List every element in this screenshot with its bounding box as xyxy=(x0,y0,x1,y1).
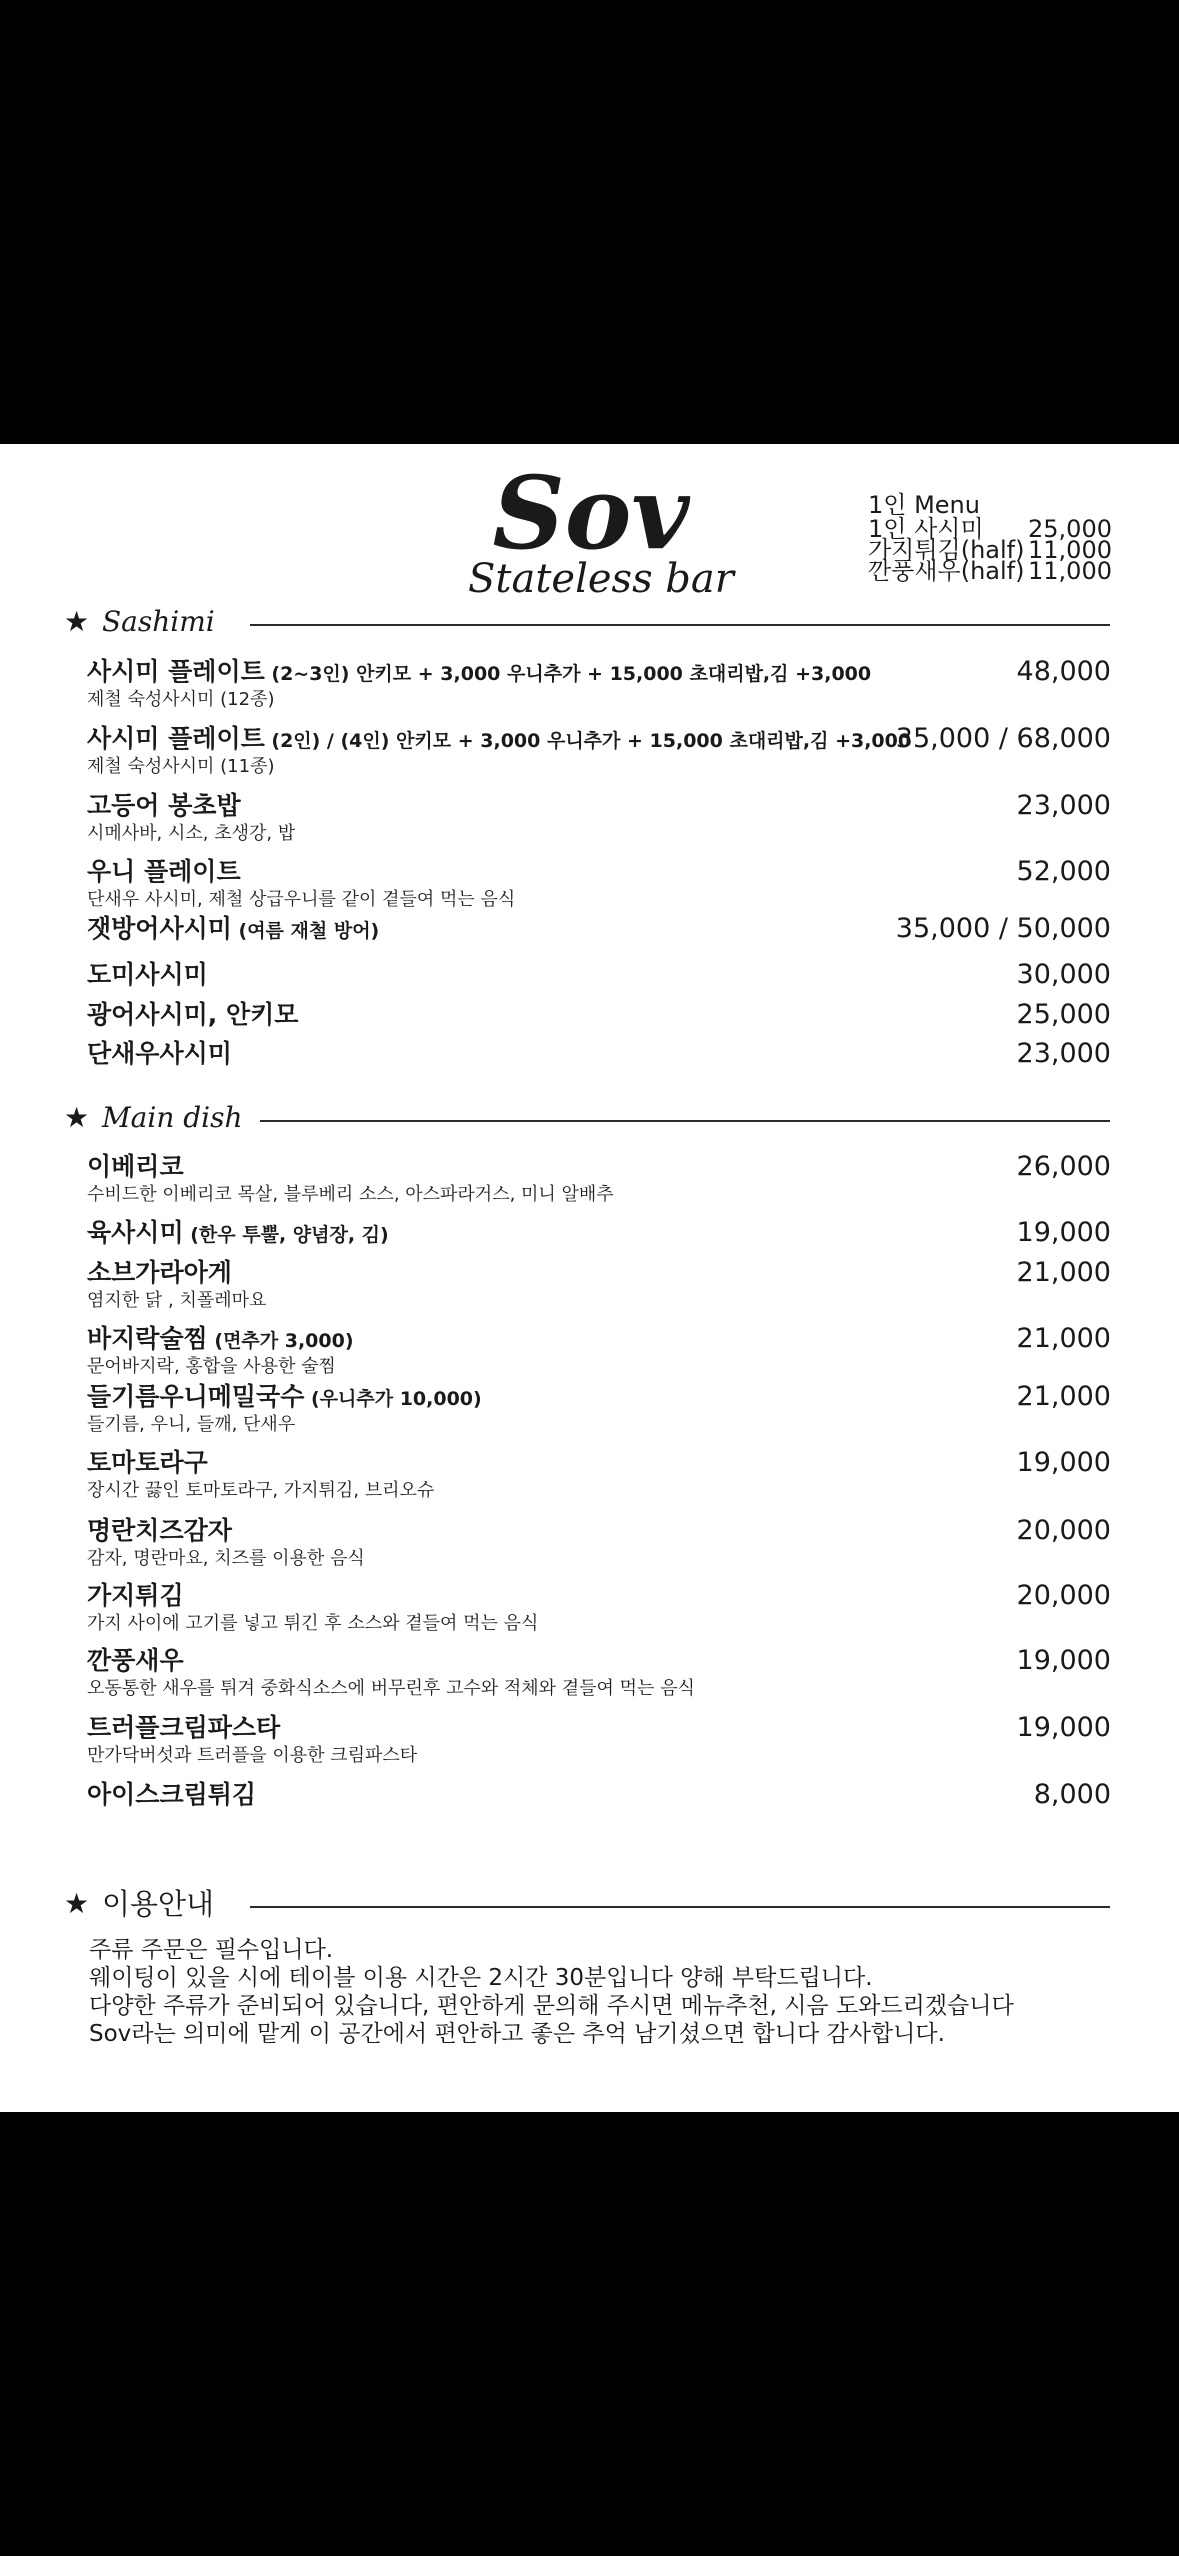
info-notice xyxy=(89,1936,1089,2048)
item-name: 고등어 봉초밥 xyxy=(87,791,241,820)
section-title: Main dish xyxy=(102,1101,243,1134)
info-line: Sov라는 의미에 맡게 이 공간에서 편안하고 좋은 추억 남기셨으면 합니다 감사합니다. xyxy=(89,2021,945,2047)
sov-logo xyxy=(486,456,696,568)
one-person-item-name: 가지튀김(half) xyxy=(868,536,1025,564)
item-note: (면추가 3,000) xyxy=(207,1330,354,1352)
section-title: 이용안내 xyxy=(102,1887,215,1921)
star-icon: ★ xyxy=(64,1101,90,1134)
item-name: 도미사시미 xyxy=(87,960,208,989)
item-name: 명란치즈감자 xyxy=(87,1516,232,1545)
item-name: 이베리코 xyxy=(87,1152,184,1181)
section-divider xyxy=(250,624,1110,626)
item-price: 23,000 xyxy=(1016,1038,1111,1069)
item-note: (2~3인) 안키모 + 3,000 우니추가 + 15,000 초대리밥,김 +3,000 xyxy=(264,663,872,685)
item-description: 장시간 끓인 토마토라구, 가지튀김, 브리오슈 xyxy=(87,1480,435,1501)
item-name: 트러플크림파스타 xyxy=(87,1713,281,1742)
info-line: 주류 주문은 필수입니다. xyxy=(89,1937,334,1963)
item-name: 사시미 플레이트 xyxy=(87,724,265,753)
section-title: Sashimi xyxy=(102,605,215,638)
item-description: 염지한 닭 , 치폴레마요 xyxy=(87,1290,267,1311)
one-person-item-price: 25,000 xyxy=(1028,515,1112,543)
one-person-item-name: 1인 사시미 xyxy=(868,515,984,543)
item-note: (여름 재철 방어) xyxy=(231,920,380,942)
item-price: 30,000 xyxy=(1016,959,1111,990)
item-description: 시메사바, 시소, 초생강, 밥 xyxy=(87,823,296,844)
item-note: (2인) / (4인) 안키모 + 3,000 우니추가 + 15,000 초대리밥,김 +3,000 xyxy=(264,730,912,752)
item-name: 광어사시미, 안키모 xyxy=(87,1000,299,1029)
item-name: 사시미 플레이트 xyxy=(87,657,265,686)
item-description: 들기름, 우니, 들깨, 단새우 xyxy=(87,1414,296,1435)
section-divider xyxy=(260,1120,1110,1122)
section-header-main-dish xyxy=(64,1100,1110,1144)
item-name: 바지락술찜 xyxy=(87,1324,208,1353)
item-price: 21,000 xyxy=(1016,1257,1111,1288)
one-person-item-price: 11,000 xyxy=(1028,557,1112,585)
one-person-menu xyxy=(868,491,1112,585)
item-name: 가지튀김 xyxy=(87,1581,184,1610)
item-name: 소브가라아게 xyxy=(87,1258,232,1287)
item-price: 20,000 xyxy=(1016,1580,1111,1611)
item-price: 48,000 xyxy=(1016,656,1111,687)
item-name: 단새우사시미 xyxy=(87,1039,232,1068)
item-price: 35,000 / 68,000 xyxy=(895,723,1111,754)
item-description: 가지 사이에 고기를 넣고 튀긴 후 소스와 곁들여 먹는 음식 xyxy=(87,1613,539,1634)
item-price: 19,000 xyxy=(1016,1217,1111,1248)
item-name: 들기름우니메밀국수 xyxy=(87,1382,305,1411)
star-icon: ★ xyxy=(64,605,90,638)
item-price: 26,000 xyxy=(1016,1151,1111,1182)
item-description: 제철 숙성사시미 (11종) xyxy=(87,756,275,777)
item-price: 21,000 xyxy=(1016,1323,1111,1354)
section-divider xyxy=(250,1906,1110,1908)
item-name: 육사시미 xyxy=(87,1218,184,1247)
menu-board xyxy=(0,444,1179,2112)
one-person-item xyxy=(868,557,1112,585)
one-person-item-name: 깐풍새우(half) xyxy=(868,557,1025,585)
item-price: 19,000 xyxy=(1016,1447,1111,1478)
item-price: 8,000 xyxy=(1033,1779,1111,1810)
item-description: 수비드한 이베리코 목살, 블루베리 소스, 아스파라거스, 미니 알배추 xyxy=(87,1184,614,1205)
item-description: 문어바지락, 홍합을 사용한 술찜 xyxy=(87,1356,336,1377)
one-person-item-price: 11,000 xyxy=(1028,536,1112,564)
item-description: 제철 숙성사시미 (12종) xyxy=(87,689,275,710)
info-line: 웨이팅이 있을 시에 테이블 이용 시간은 2시간 30분입니다 양해 부탁드립니다. xyxy=(89,1965,873,1991)
item-price: 35,000 / 50,000 xyxy=(895,913,1111,944)
item-description: 단새우 사시미, 제철 상급우니를 같이 곁들여 먹는 음식 xyxy=(87,889,516,910)
item-name: 잿방어사시미 xyxy=(87,914,232,943)
one-person-menu-title: 1인 Menu xyxy=(868,491,980,519)
item-price: 25,000 xyxy=(1016,999,1111,1030)
item-description: 감자, 명란마요, 치즈를 이용한 음식 xyxy=(87,1548,365,1569)
item-name: 우니 플레이트 xyxy=(87,857,241,886)
item-price: 20,000 xyxy=(1016,1515,1111,1546)
item-price: 19,000 xyxy=(1016,1645,1111,1676)
item-note: (한우 투뿔, 양념장, 김) xyxy=(183,1224,389,1246)
item-price: 21,000 xyxy=(1016,1381,1111,1412)
item-price: 52,000 xyxy=(1016,856,1111,887)
info-line: 다양한 주류가 준비되어 있습니다, 편안하게 문의해 주시면 메뉴추천, 시음 도와드리겠습니다 xyxy=(89,1993,1014,2019)
subtitle: Stateless bar xyxy=(468,556,734,602)
item-name: 토마토라구 xyxy=(87,1448,208,1477)
section-header-info xyxy=(64,1886,1110,1930)
item-price: 19,000 xyxy=(1016,1712,1111,1743)
svg-text:Sov: Sov xyxy=(492,456,690,568)
section-header-sashimi xyxy=(64,604,1110,648)
item-name: 깐풍새우 xyxy=(87,1646,184,1675)
item-price: 23,000 xyxy=(1016,790,1111,821)
item-description: 만가닥버섯과 트러플을 이용한 크림파스타 xyxy=(87,1745,418,1766)
star-icon: ★ xyxy=(64,1887,90,1920)
item-description: 오동통한 새우를 튀겨 중화식소스에 버무린후 고수와 적체와 곁들여 먹는 음식 xyxy=(87,1678,695,1699)
item-note: (우니추가 10,000) xyxy=(304,1388,482,1410)
item-name: 아이스크림튀김 xyxy=(87,1780,257,1809)
